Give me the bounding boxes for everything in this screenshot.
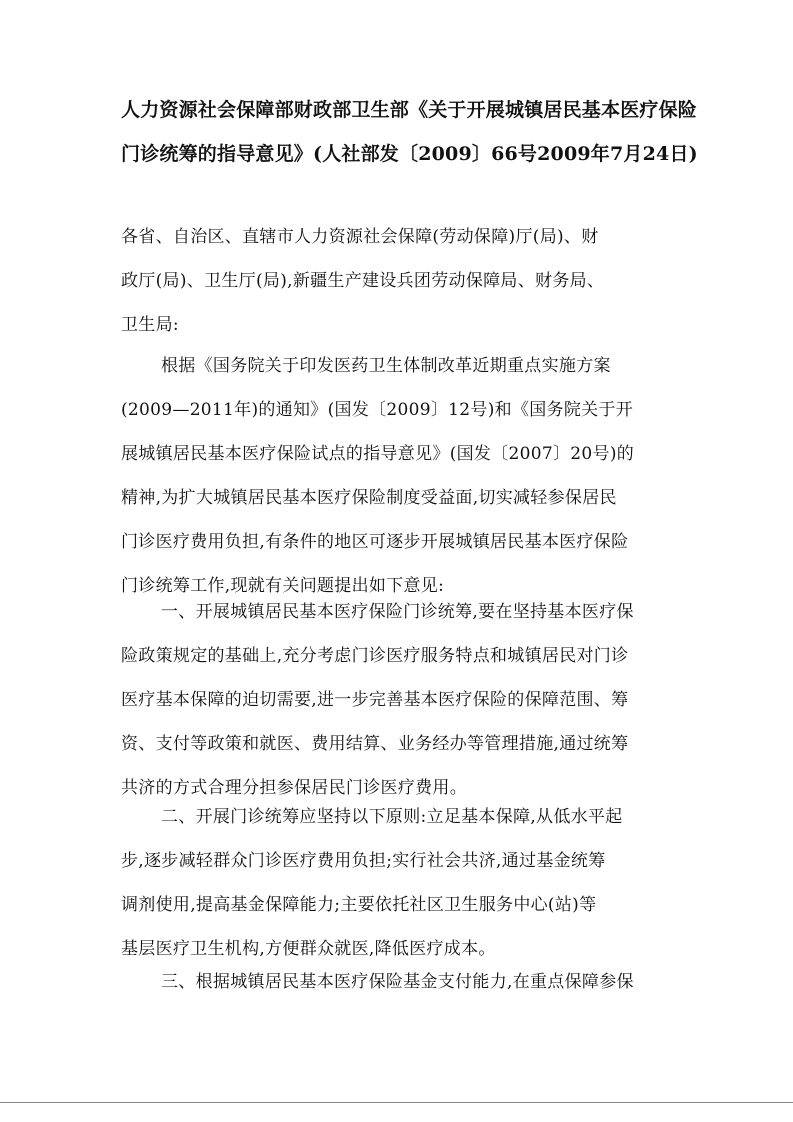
paragraph-line: 二、开展门诊统筹应坚持以下原则:立足基本保障,从低水平起 <box>161 807 623 827</box>
paragraph-line: 展城镇居民基本医疗保险试点的指导意见》(国发〔2007〕20号)的 <box>121 444 635 464</box>
paragraph-line: 调剂使用,提高基金保障能力;主要依托社区卫生服务中心(站)等 <box>121 895 597 915</box>
paragraph-line: 基层医疗卫生机构,方便群众就医,降低医疗成本。 <box>121 939 496 959</box>
page-bottom-rule <box>0 1102 793 1103</box>
paragraph-line: 三、根据城镇居民基本医疗保险基金支付能力,在重点保障参保 <box>161 972 634 992</box>
paragraph-section-one <box>121 590 681 810</box>
paragraph-line: 步,逐步减轻群众门诊医疗费用负担;实行社会共济,通过基金统筹 <box>121 851 606 871</box>
paragraph-line: 门诊统筹工作,现就有关问题提出如下意见: <box>121 576 445 596</box>
paragraph-line: 共济的方式合理分担参保居民门诊医疗费用。 <box>121 778 467 798</box>
paragraph-section-three <box>121 960 681 1004</box>
paragraph-line: 精神,为扩大城镇居民基本医疗保险制度受益面,切实减轻参保居民 <box>121 488 617 508</box>
paragraph-line: 医疗基本保障的迫切需要,进一步完善基本医疗保险的保障范围、筹 <box>121 690 629 710</box>
document-title-line-1: 人力资源社会保障部财政部卫生部《关于开展城镇居民基本医疗保险 <box>121 99 698 121</box>
addressee-block <box>121 215 681 347</box>
addressee-line: 各省、自治区、直辖市人力资源社会保障(劳动保障)厅(局)、财 <box>121 227 599 247</box>
paragraph-line: (2009—2011年)的通知》(国发〔2009〕12号)和《国务院关于开 <box>121 400 634 420</box>
addressee-line: 卫生局: <box>121 315 179 335</box>
addressee-line: 政厅(局)、卫生厅(局),新疆生产建设兵团劳动保障局、财务局、 <box>121 271 605 291</box>
paragraph-line: 资、支付等政策和就医、费用结算、业务经办等管理措施,通过统筹 <box>121 734 629 754</box>
paragraph-line: 一、开展城镇居民基本医疗保险门诊统筹,要在坚持基本医疗保 <box>161 602 634 622</box>
document-title-line-2: 门诊统筹的指导意见》(人社部发〔2009〕66号2009年7月24日) <box>121 143 698 165</box>
paragraph-line: 险政策规定的基础上,充分考虑门诊医疗服务特点和城镇居民对门诊 <box>121 646 629 666</box>
paragraph-basis <box>121 344 681 608</box>
paragraph-line: 门诊医疗费用负担,有条件的地区可逐步开展城镇居民基本医疗保险 <box>121 532 629 552</box>
paragraph-section-two <box>121 795 681 971</box>
paragraph-line: 根据《国务院关于印发医药卫生体制改革近期重点实施方案 <box>161 356 611 376</box>
